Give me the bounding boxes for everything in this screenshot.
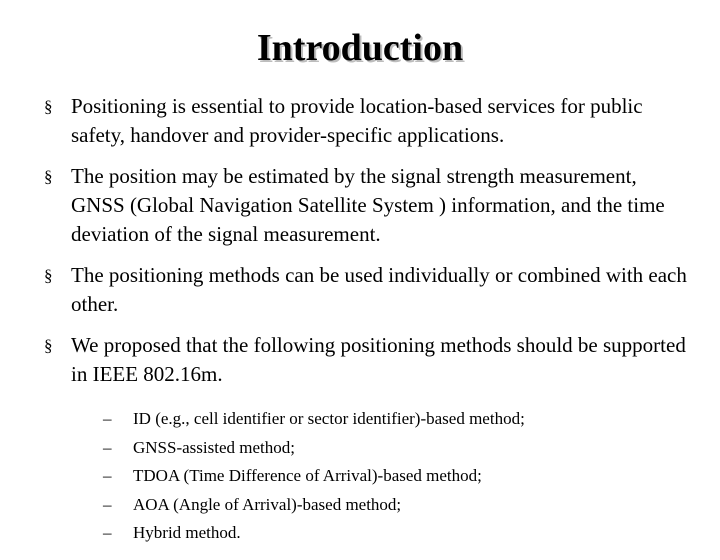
method-item [103, 405, 694, 434]
dash-marker-icon: – [103, 466, 112, 485]
bullet-text: The positioning methods can be used individually or combined with each other. [71, 263, 687, 316]
bullet-marker-icon: § [44, 167, 53, 186]
method-text: Hybrid method. [133, 523, 241, 542]
bullet-marker-icon: § [44, 97, 53, 116]
method-item [103, 434, 694, 463]
bullet-text: The position may be estimated by the signal strength measurement, GNSS (Global Navigation Satellite System ) information, and the time deviation of the signal measurement. [71, 164, 665, 246]
bullet-marker-icon: § [44, 266, 53, 285]
bullet-item [44, 261, 694, 319]
method-text: TDOA (Time Difference of Arrival)-based method; [133, 466, 482, 485]
dash-marker-icon: – [103, 409, 112, 428]
method-text: ID (e.g., cell identifier or sector identifier)-based method; [133, 409, 525, 428]
bullet-item [44, 331, 694, 548]
slide-title: Introduction [256, 27, 464, 69]
bullet-text: We proposed that the following positioning methods should be supported in IEEE 802.16m. [71, 333, 686, 386]
bullet-item [44, 162, 694, 249]
bullet-text: Positioning is essential to provide location-based services for public safety, handover and provider-specific applications. [71, 94, 643, 147]
method-item [103, 519, 694, 548]
bullet-marker-icon: § [44, 336, 53, 355]
bullet-list [44, 92, 694, 560]
dash-marker-icon: – [103, 494, 112, 514]
method-text: AOA (Angle of Arrival)-based method; [133, 494, 402, 514]
dash-marker-icon: – [103, 523, 112, 542]
method-item [103, 462, 694, 491]
method-item [103, 491, 694, 520]
dash-marker-icon: – [103, 437, 112, 457]
method-text: GNSS-assisted method; [133, 437, 295, 457]
method-list [103, 405, 694, 548]
bullet-item [44, 92, 694, 150]
